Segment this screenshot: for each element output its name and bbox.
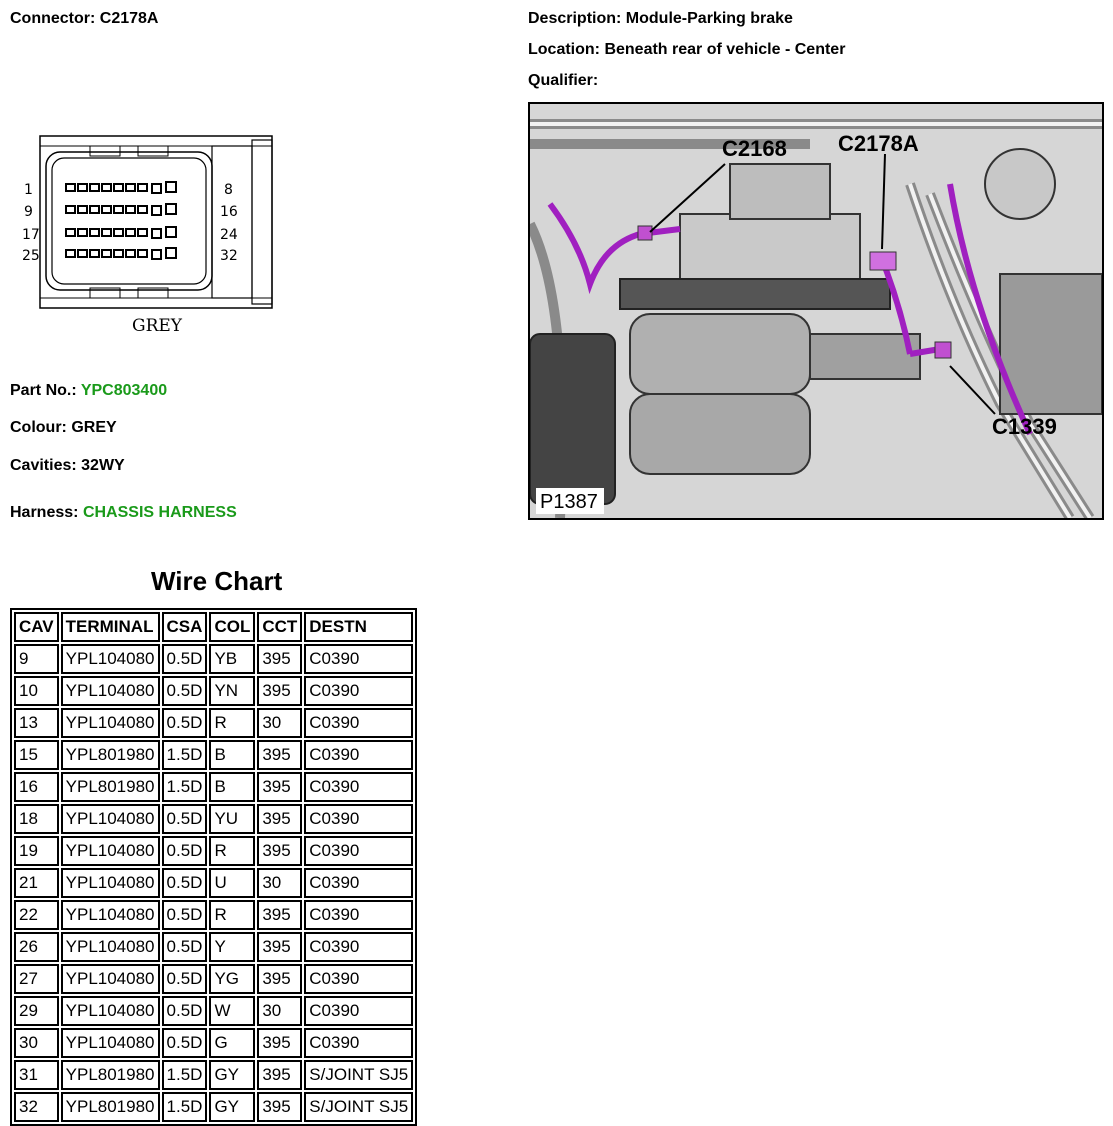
header-csa: CSA [162,612,208,642]
cell-cav: 31 [14,1060,59,1090]
cell-cav: 9 [14,644,59,674]
cell-csa: 1.5D [162,740,208,770]
cell-destn: C0390 [304,932,413,962]
cell-csa: 0.5D [162,964,208,994]
cell-csa: 0.5D [162,836,208,866]
description-label: Description: [528,10,622,27]
cell-destn: S/JOINT SJ5 [304,1092,413,1122]
cell-col: Y [209,932,255,962]
cell-terminal: YPL104080 [61,676,160,706]
cell-cct: 395 [257,836,302,866]
cell-cav: 10 [14,676,59,706]
cell-csa: 1.5D [162,772,208,802]
cell-cav: 15 [14,740,59,770]
part-no-field [10,382,167,400]
harness-field [10,504,237,522]
connector-face-drawing [18,128,278,338]
header-terminal: TERMINAL [61,612,160,642]
cell-destn: C0390 [304,804,413,834]
location-illustration [530,104,1102,518]
cell-cct: 395 [257,676,302,706]
table-row [14,1092,413,1122]
cell-terminal: YPL104080 [61,996,160,1026]
cell-terminal: YPL104080 [61,900,160,930]
row-label-right-16: 16 [220,204,238,220]
cell-cav: 13 [14,708,59,738]
header-cct: CCT [257,612,302,642]
cell-col: GY [209,1060,255,1090]
cell-cct: 30 [257,996,302,1026]
cell-destn: S/JOINT SJ5 [304,1060,413,1090]
row-label-left-1: 1 [24,182,33,198]
table-row [14,740,413,770]
cell-col: YG [209,964,255,994]
cell-destn: C0390 [304,644,413,674]
header-cav: CAV [14,612,59,642]
cell-terminal: YPL104080 [61,644,160,674]
part-no-link[interactable]: YPC803400 [80,382,168,399]
cell-csa: 0.5D [162,996,208,1026]
cell-terminal: YPL104080 [61,964,160,994]
row-label-right-32: 32 [220,248,238,264]
table-row [14,644,413,674]
cell-col: B [209,772,255,802]
colour-field [10,419,117,437]
cell-col: R [209,900,255,930]
cell-csa: 0.5D [162,676,208,706]
description-field [528,10,793,28]
cell-terminal: YPL104080 [61,932,160,962]
cell-destn: C0390 [304,836,413,866]
connector-field [10,10,158,28]
cell-cct: 395 [257,964,302,994]
cell-cav: 27 [14,964,59,994]
cell-terminal: YPL801980 [61,1060,160,1090]
wire-chart-title: Wire Chart [151,566,283,596]
table-row [14,772,413,802]
cell-destn: C0390 [304,868,413,898]
cell-destn: C0390 [304,996,413,1026]
cell-csa: 0.5D [162,900,208,930]
row-label-left-25: 25 [22,248,40,264]
cell-col: GY [209,1092,255,1122]
colour-label: Colour: [10,419,67,436]
table-row [14,836,413,866]
cell-col: R [209,708,255,738]
cell-cav: 21 [14,868,59,898]
cell-destn: C0390 [304,964,413,994]
cavities-field [10,457,125,475]
cell-col: R [209,836,255,866]
cell-csa: 0.5D [162,644,208,674]
callout-c2168: C2168 [722,136,787,161]
cell-terminal: YPL104080 [61,836,160,866]
callout-c1339: C1339 [992,414,1057,439]
cell-destn: C0390 [304,900,413,930]
cell-csa: 1.5D [162,1060,208,1090]
description-value: Module-Parking brake [625,10,793,27]
qualifier-label: Qualifier: [528,72,599,89]
cell-destn: C0390 [304,1028,413,1058]
cell-destn: C0390 [304,740,413,770]
cell-destn: C0390 [304,772,413,802]
row-label-left-9: 9 [24,204,33,220]
cell-col: YB [209,644,255,674]
row-label-right-24: 24 [220,227,238,243]
connector-value: C2178A [99,10,159,27]
cell-col: W [209,996,255,1026]
cell-destn: C0390 [304,676,413,706]
table-row [14,964,413,994]
cell-csa: 0.5D [162,804,208,834]
cell-cct: 395 [257,772,302,802]
cell-cav: 22 [14,900,59,930]
cell-terminal: YPL104080 [61,1028,160,1058]
table-row [14,932,413,962]
table-row [14,708,413,738]
cell-cct: 395 [257,900,302,930]
cell-terminal: YPL104080 [61,868,160,898]
cell-csa: 1.5D [162,1092,208,1122]
header-destn: DESTN [304,612,413,642]
cell-cct: 395 [257,804,302,834]
cell-cct: 395 [257,1060,302,1090]
colour-value: GREY [71,419,117,436]
cell-cct: 30 [257,708,302,738]
cell-csa: 0.5D [162,868,208,898]
row-label-left-17: 17 [22,227,40,243]
wire-chart-body [14,644,413,1122]
location-field [528,41,845,59]
table-row [14,676,413,706]
location-label: Location: [528,41,600,58]
cell-cav: 19 [14,836,59,866]
cell-cct: 395 [257,932,302,962]
cell-col: U [209,868,255,898]
harness-label: Harness: [10,504,79,521]
cell-terminal: YPL801980 [61,1092,160,1122]
cell-cct: 395 [257,740,302,770]
wire-chart-table [10,608,417,1126]
cell-cct: 395 [257,644,302,674]
table-row [14,900,413,930]
diagram-colour-label: GREY [132,316,183,336]
header-col: COL [209,612,255,642]
cell-cav: 16 [14,772,59,802]
location-value: Beneath rear of vehicle - Center [604,41,846,58]
cell-cav: 32 [14,1092,59,1122]
cell-cav: 29 [14,996,59,1026]
connector-label: Connector: [10,10,96,27]
cell-destn: C0390 [304,708,413,738]
cell-cct: 30 [257,868,302,898]
table-row [14,804,413,834]
photo-ref: P1387 [540,491,598,513]
cell-terminal: YPL801980 [61,772,160,802]
cell-csa: 0.5D [162,1028,208,1058]
table-row [14,996,413,1026]
cell-cct: 395 [257,1028,302,1058]
cell-col: YN [209,676,255,706]
cell-terminal: YPL104080 [61,804,160,834]
location-photo [528,102,1104,520]
wire-chart-header-row [14,612,413,642]
harness-link[interactable]: CHASSIS HARNESS [82,504,237,521]
row-label-right-8: 8 [224,182,233,198]
cell-terminal: YPL801980 [61,740,160,770]
cell-cav: 18 [14,804,59,834]
cell-cav: 30 [14,1028,59,1058]
table-row [14,1060,413,1090]
cell-terminal: YPL104080 [61,708,160,738]
table-row [14,868,413,898]
cell-col: G [209,1028,255,1058]
callout-c2178a: C2178A [838,131,919,156]
cell-csa: 0.5D [162,708,208,738]
qualifier-field [528,72,598,90]
cell-cav: 26 [14,932,59,962]
cell-csa: 0.5D [162,932,208,962]
cell-col: B [209,740,255,770]
connector-face-diagram [18,128,278,338]
cell-col: YU [209,804,255,834]
cavities-label: Cavities: [10,457,77,474]
cavities-value: 32WY [81,457,125,474]
cell-cct: 395 [257,1092,302,1122]
part-no-label: Part No.: [10,382,77,399]
table-row [14,1028,413,1058]
